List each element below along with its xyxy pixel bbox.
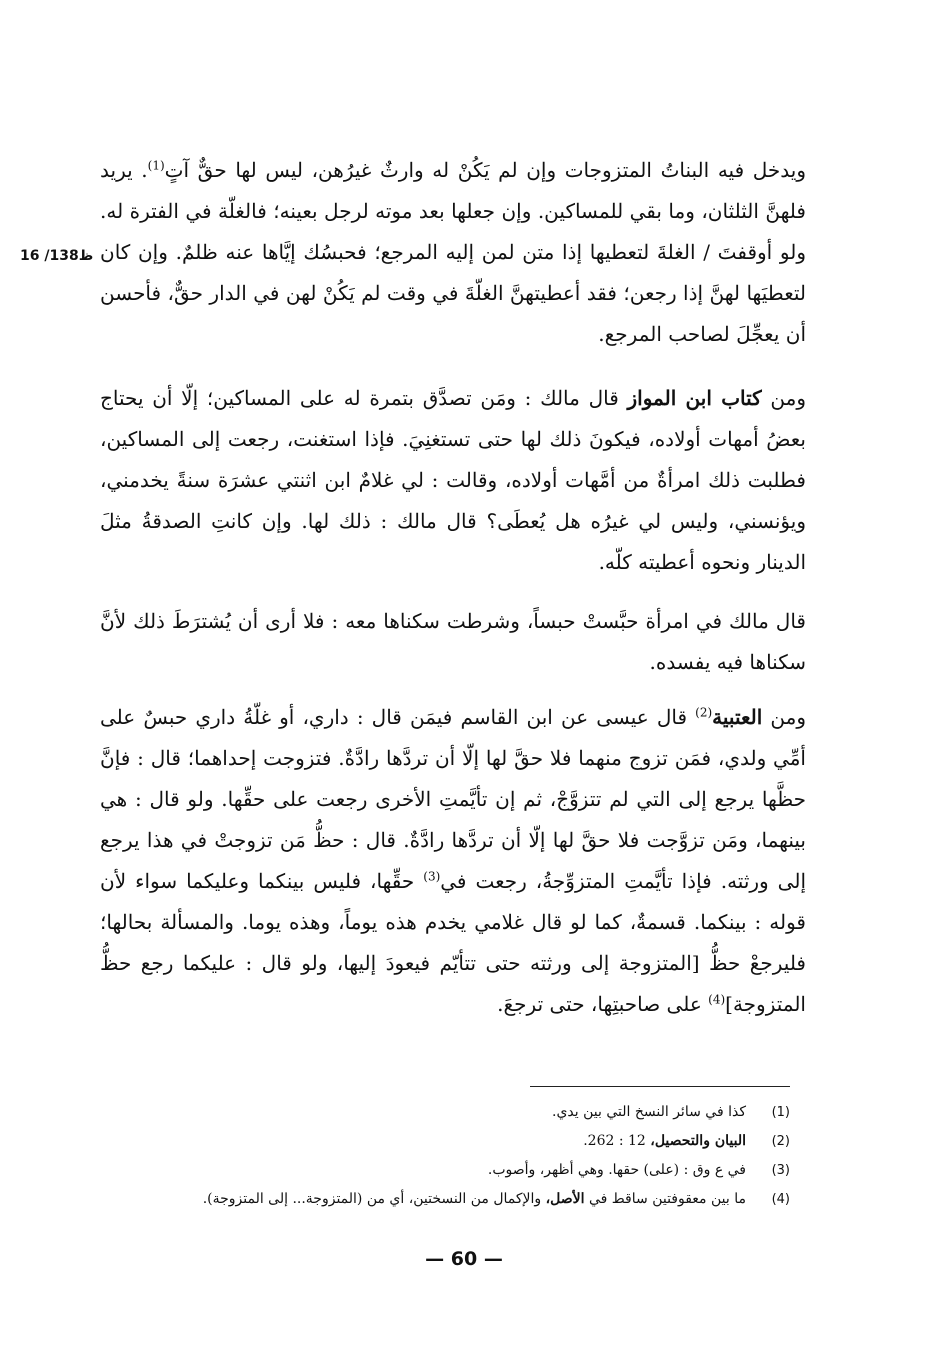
paragraph-4-source-title: العتبية [712,705,763,729]
paragraph-4-text-c: حقِّها، فليس بينكما وعليكما سواء لأن قوله : بينكما. قسمةٌ، كما لو قال غلامي يخدم هذه يوماً، وهذه يوما. والمسألة بحالها؛ فليرجعْ حظُّ [المتزوجة إلى ورثته حتى تتأيّم فيعودَ إليها، ولو قال : عليكما رجع حظُّ المتزوجة] [100,869,806,1016]
page-number: — 60 — [425,1248,503,1270]
paragraph-1 [100,150,806,355]
footnote-4 [100,1185,790,1214]
paragraph-2-text-b: قال مالك : ومَن تصدَّق بتمرة له على المساكين؛ إلّا أن يحتاج بعضُ أمهات أولاده، فيكونَ ذلك لها حتى تستغنِيَ. فإذا استغنت، رجعت إلى المساكين، فطلبت ذلك امرأةٌ من أمَّهات أولاده، وقالت : لي غلامٌ ابن اثنتي عشرَة سنةً يخدمني، ويؤنسني، وليس لي غيرُه هل يُعطَى؟ قال مالك : ذلك لها. وإن كانتِ الصدقةُ مثلَ الدينار ونحوه أعطيته كلّه. [100,386,806,574]
paragraph-4 [100,697,806,1025]
footnote-text: كذا في سائر النسخ التي بين يدي. [552,1104,746,1120]
footnote-text-a: ما بين معقوفتين ساقط في [584,1191,746,1207]
footnote-ref-2[interactable]: (2) [695,705,713,720]
paragraph-4-text-a: ومن [762,705,807,729]
manuscript-folio-marker: 16 /138ظ [20,248,94,264]
footnote-text [100,1185,746,1214]
footnote-2 [100,1127,790,1156]
paragraph-2 [100,378,806,583]
footnote-text: في ع وق : (على) حقها. وهي أظهر، وأصوب. [487,1162,746,1178]
footnote-number: (4) [771,1192,790,1207]
footnote-divider [530,1086,790,1087]
paragraph-1-text-a: ويدخل فيه البناتُ المتزوجات وإن لم يَكُنْ له وارثٌ غيرُهن، ليس لها حقٌّ آتٍ [164,158,806,182]
paragraph-2-text-a: ومن [761,386,807,410]
paragraph-2-source-title: كتاب ابن المواز [627,386,762,410]
paragraph-4-text-d: على صاحبتِها، حتى ترجعَ. [497,992,709,1016]
footnote-citation: 12 : 262. [583,1133,651,1149]
paragraph-1-text-b: . يريد فلهنَّ الثلثان، وما بقي للمساكين. وإن جعلها بعد موته لرجل بعينه؛ فالغلّة في الفترة له. ولو أوقفتَ / الغلةَ لتعطيها إذا متن لمن إليه المرجع؛ فحبسُك إيَّاها عنه ظلمٌ. وإن كان لتعطيَها لهنَّ إذا رجعن؛ فقد أعطيتهنَّ الغلّةَ في وقت لم يَكُنْ لهن في الدار حقٌّ، فأحسن أن يعجِّلَ لصاحب المرجع. [100,158,806,346]
paragraph-4-text-b: قال عيسى عن ابن القاسم فيمَن قال : داري، أو غلّةُ داري حبسٌ على أمِّي ولدي، فمَن تزوج منهما فلا حقَّ لها إلّا أن تردَّها رادَّةٌ. فتزوجت إحداهما؛ قال : فإنَّ حظَّها يرجع إلى التي لم تتزوَّجْ، ثم إن تأيَّمتِ الأخرى رجعت على حقِّها. ولو قال : هي بينهما، ومَن تزوَّجت فلا حقَّ لها إلّا أن تردَّها رادَّةٌ. قال : حظُّ مَن تزوجتْ في هذا يرجع إلى ورثته. فإذا تأيَّمتِ المتزوِّجةُ، رجعت في [100,705,806,893]
footnote-number: (1) [771,1105,790,1120]
paragraph-3-text: قال مالك في امرأة حبَّستْ حبساً، وشرطت سكناها معه : فلا أرى أن يُشترَطَ ذلك لأنَّ سكناها فيه يفسده. [100,609,806,674]
footnote-source-title: الأصل، [545,1191,585,1207]
paragraph-3 [100,601,806,683]
footnote-1 [100,1098,790,1127]
footnote-text [100,1127,746,1156]
footnote-number: (2) [771,1134,790,1149]
footnote-source-title: البيان والتحصيل، [650,1133,746,1149]
footnote-number: (3) [771,1163,790,1178]
footnote-ref-3[interactable]: (3) [423,869,441,884]
footnote-3 [100,1156,790,1185]
footnote-ref-1[interactable]: (1) [147,158,165,173]
footnote-text-b: والإكمال من النسختين، أي من (المتزوجة... إلى المتزوجة). [202,1191,546,1207]
footnotes-section [100,1098,790,1214]
footnote-ref-4[interactable]: (4) [708,992,726,1007]
